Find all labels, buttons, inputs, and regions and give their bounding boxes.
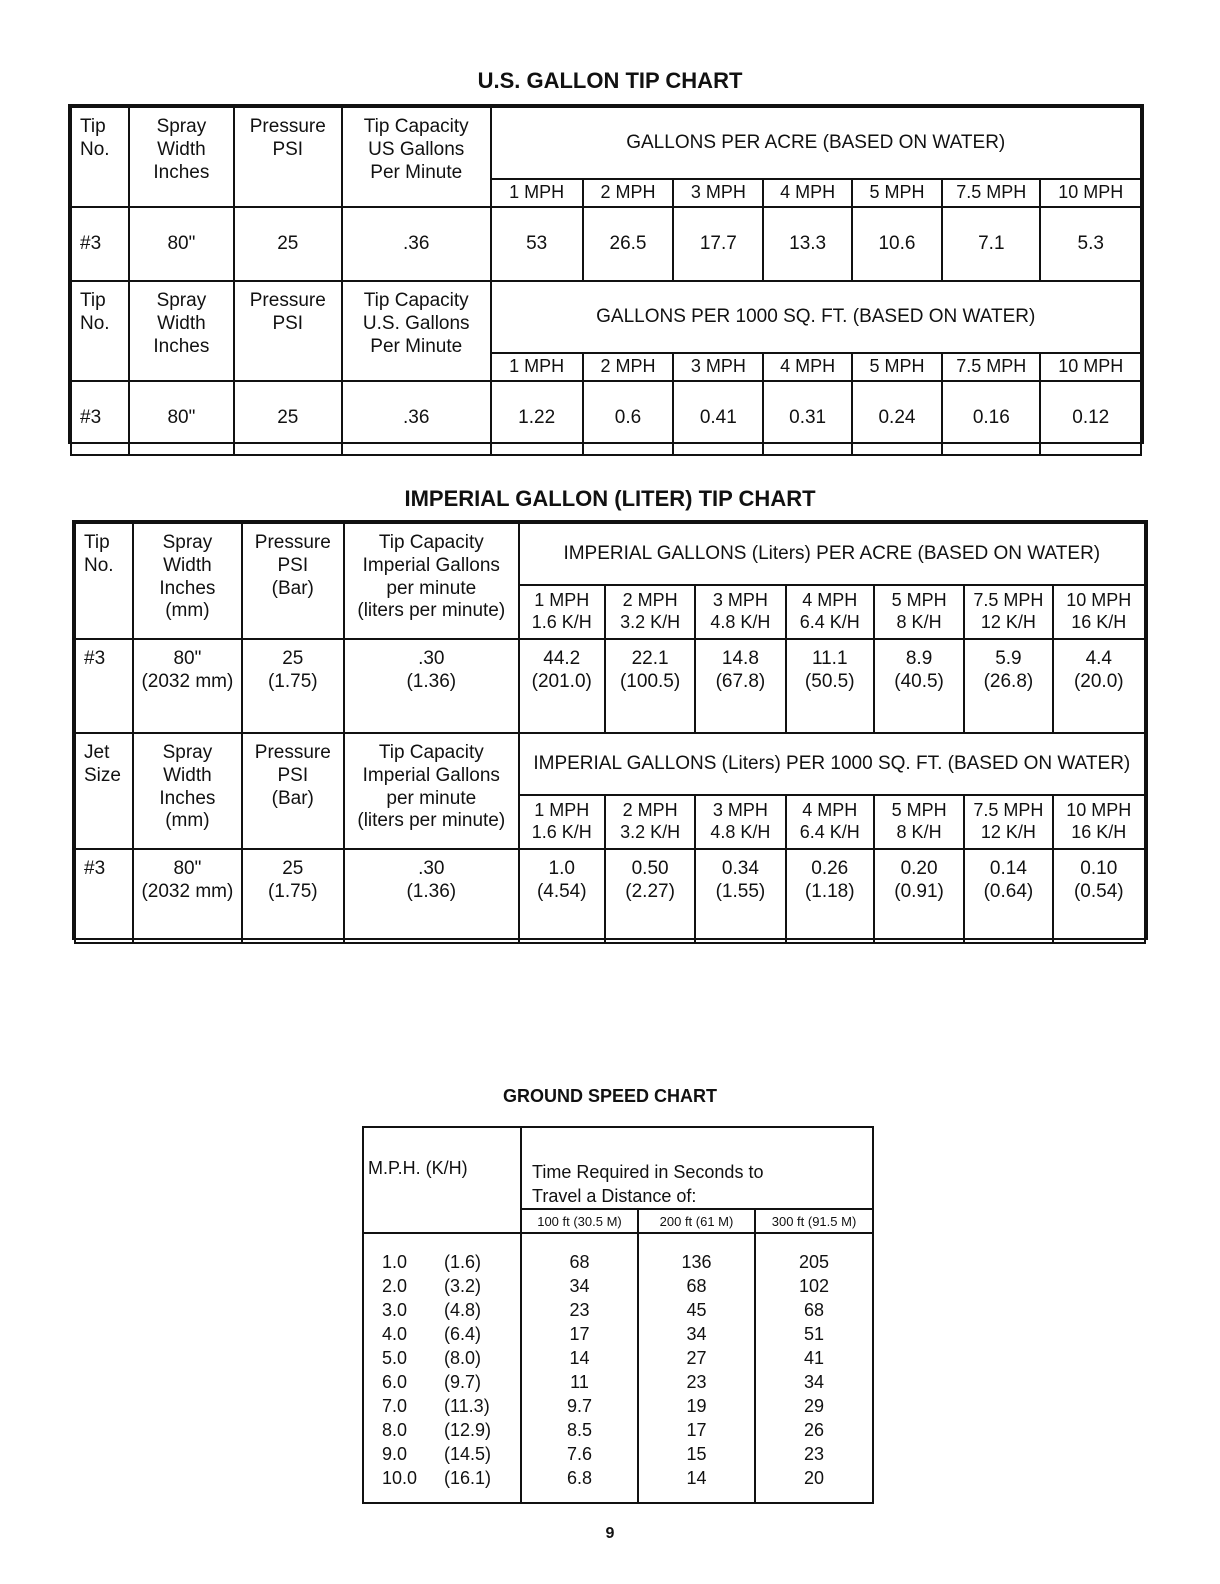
us-sqft-banner: GALLONS PER 1000 SQ. FT. (BASED ON WATER) xyxy=(491,281,1142,353)
time-d200-value: 17 xyxy=(686,1420,707,1440)
mph-column-header: M.P.H. (K/H) xyxy=(363,1127,521,1233)
time-d100-value: 7.6 xyxy=(566,1444,593,1464)
mph-value: 2.0 xyxy=(382,1276,408,1296)
time-d100-value: 23 xyxy=(569,1300,590,1320)
us-acre-value-10: 5.3 xyxy=(1040,207,1141,281)
us-acre-value-2: 25 xyxy=(234,207,342,281)
mph-row xyxy=(364,1418,520,1442)
time-d300-value: 29 xyxy=(804,1396,825,1416)
time-d300-value: 102 xyxy=(798,1276,830,1296)
time-d100-value: 8.5 xyxy=(566,1420,593,1440)
imperial-sqft-value-1: 80" (2032 mm) xyxy=(133,849,241,943)
us-acre-value-0: #3 xyxy=(71,207,129,281)
imperial-sqft-speed-0: 1 MPH 1.6 K/H xyxy=(519,795,605,849)
kh-value: (11.3) xyxy=(444,1396,490,1416)
us-acre-pressure-header: Pressure PSI xyxy=(234,107,342,207)
imperial-acre-speed-3: 4 MPH 6.4 K/H xyxy=(786,585,874,639)
time-d300-value: 20 xyxy=(804,1468,825,1488)
imperial-sqft-speed-1: 2 MPH 3.2 K/H xyxy=(605,795,695,849)
us-sqft-value-9: 0.16 xyxy=(942,381,1040,455)
time-d100-value: 9.7 xyxy=(566,1396,593,1416)
mph-row xyxy=(364,1370,520,1394)
time-d200-value: 136 xyxy=(681,1252,712,1272)
mph-value: 7.0 xyxy=(382,1396,408,1416)
kh-value: (14.5) xyxy=(444,1444,492,1464)
distance-300-header: 300 ft (91.5 M) xyxy=(755,1209,873,1233)
time-d200-value: 27 xyxy=(686,1348,707,1368)
us-sqft-value-0: #3 xyxy=(71,381,129,455)
us-sqft-speed-3: 4 MPH xyxy=(763,353,851,381)
us-acre-speed-5: 7.5 MPH xyxy=(942,179,1040,207)
imperial-acre-speed-1: 2 MPH 3.2 K/H xyxy=(605,585,695,639)
kh-value: (6.4) xyxy=(444,1324,482,1344)
imperial-acre-value-2: 25 (1.75) xyxy=(242,639,344,733)
time-d100-value: 17 xyxy=(569,1324,590,1344)
imperial-sqft-value-10: 0.10 (0.54) xyxy=(1053,849,1145,943)
mph-row xyxy=(364,1442,520,1466)
us-sqft-value-6: 0.41 xyxy=(673,381,763,455)
us-sqft-speed-2: 3 MPH xyxy=(673,353,763,381)
us-sqft-speed-1: 2 MPH xyxy=(583,353,673,381)
us-sqft-spray-width-header: Spray Width Inches xyxy=(129,281,233,381)
distance-300-values xyxy=(755,1233,873,1503)
time-d200-value: 15 xyxy=(686,1444,707,1464)
us-acre-tip-no-header: Tip No. xyxy=(71,107,129,207)
imperial-sqft-value-3: .30 (1.36) xyxy=(344,849,519,943)
us-acre-speed-2: 3 MPH xyxy=(673,179,763,207)
us-sqft-value-5: 0.6 xyxy=(583,381,673,455)
us-acre-value-6: 17.7 xyxy=(673,207,763,281)
us-chart-title: U.S. GALLON TIP CHART xyxy=(477,68,743,93)
kh-value: (3.2) xyxy=(444,1276,482,1296)
us-acre-tip-capacity-header: Tip Capacity US Gallons Per Minute xyxy=(342,107,491,207)
us-acre-spray-width-header: Spray Width Inches xyxy=(129,107,233,207)
us-acre-value-3: .36 xyxy=(342,207,491,281)
imperial-sqft-spray-width-header: Spray Width Inches (mm) xyxy=(133,733,241,849)
imperial-acre-banner: IMPERIAL GALLONS (Liters) PER ACRE (BASED ON WATER) xyxy=(519,523,1145,585)
us-acre-value-8: 10.6 xyxy=(852,207,942,281)
distance-100-header: 100 ft (30.5 M) xyxy=(521,1209,638,1233)
imperial-sqft-banner: IMPERIAL GALLONS (Liters) PER 1000 SQ. FT. (BASED ON WATER) xyxy=(519,733,1145,795)
mph-row xyxy=(364,1394,520,1418)
us-acre-speed-6: 10 MPH xyxy=(1040,179,1141,207)
time-d300-value: 23 xyxy=(804,1444,825,1464)
kh-value: (9.7) xyxy=(444,1372,482,1392)
time-d200-value: 68 xyxy=(686,1276,707,1296)
us-sqft-speed-5: 7.5 MPH xyxy=(942,353,1040,381)
imperial-chart-table xyxy=(72,520,1148,940)
us-acre-value-4: 53 xyxy=(491,207,583,281)
us-sqft-value-4: 1.22 xyxy=(491,381,583,455)
mph-value: 4.0 xyxy=(382,1324,408,1344)
kh-value: (1.6) xyxy=(444,1252,482,1272)
time-d100-value: 34 xyxy=(569,1276,590,1296)
mph-row xyxy=(364,1346,520,1370)
imperial-acre-value-9: 5.9 (26.8) xyxy=(964,639,1052,733)
imperial-acre-value-7: 11.1 (50.5) xyxy=(786,639,874,733)
ground-speed-title: GROUND SPEED CHART xyxy=(502,1086,717,1106)
time-d300-value: 68 xyxy=(804,1300,825,1320)
distance-100-values xyxy=(521,1233,638,1503)
imperial-sqft-value-4: 1.0 (4.54) xyxy=(519,849,605,943)
imperial-sqft-speed-5: 7.5 MPH 12 K/H xyxy=(964,795,1052,849)
us-sqft-pressure-header: Pressure PSI xyxy=(234,281,342,381)
imperial-acre-value-8: 8.9 (40.5) xyxy=(874,639,964,733)
us-acre-value-1: 80" xyxy=(129,207,233,281)
ground-speed-table xyxy=(362,1126,872,1504)
imperial-sqft-value-2: 25 (1.75) xyxy=(242,849,344,943)
mph-values xyxy=(363,1233,521,1503)
imperial-acre-pressure-header: Pressure PSI (Bar) xyxy=(242,523,344,639)
imperial-acre-value-3: .30 (1.36) xyxy=(344,639,519,733)
imperial-acre-speed-5: 7.5 MPH 12 K/H xyxy=(964,585,1052,639)
us-sqft-value-3: .36 xyxy=(342,381,491,455)
imperial-sqft-speed-4: 5 MPH 8 K/H xyxy=(874,795,964,849)
time-required-header: Time Required in Seconds to Travel a Distance of: xyxy=(521,1127,873,1209)
us-sqft-speed-6: 10 MPH xyxy=(1040,353,1141,381)
distance-200-values xyxy=(638,1233,755,1503)
us-sqft-value-10: 0.12 xyxy=(1040,381,1141,455)
imperial-acre-value-5: 22.1 (100.5) xyxy=(605,639,695,733)
kh-value: (12.9) xyxy=(444,1420,492,1440)
us-sqft-tip-capacity-header: Tip Capacity U.S. Gallons Per Minute xyxy=(342,281,491,381)
us-chart-table xyxy=(68,104,1144,444)
imperial-sqft-value-0: #3 xyxy=(75,849,133,943)
time-d100-value: 6.8 xyxy=(566,1468,593,1488)
imperial-acre-speed-2: 3 MPH 4.8 K/H xyxy=(695,585,785,639)
imperial-sqft-value-6: 0.34 (1.55) xyxy=(695,849,785,943)
time-d200-value: 14 xyxy=(686,1468,707,1488)
imperial-chart-title: IMPERIAL GALLON (LITER) TIP CHART xyxy=(404,486,816,511)
imperial-acre-value-6: 14.8 (67.8) xyxy=(695,639,785,733)
imperial-acre-value-0: #3 xyxy=(75,639,133,733)
time-d100-value: 68 xyxy=(569,1252,590,1272)
imperial-acre-speed-4: 5 MPH 8 K/H xyxy=(874,585,964,639)
imperial-sqft-speed-3: 4 MPH 6.4 K/H xyxy=(786,795,874,849)
time-d300-value: 26 xyxy=(804,1420,825,1440)
time-d300-value: 34 xyxy=(804,1372,825,1392)
us-sqft-speed-4: 5 MPH xyxy=(852,353,942,381)
imperial-sqft-pressure-header: Pressure PSI (Bar) xyxy=(242,733,344,849)
kh-value: (8.0) xyxy=(444,1348,482,1368)
us-sqft-value-1: 80" xyxy=(129,381,233,455)
distance-200-header: 200 ft (61 M) xyxy=(638,1209,755,1233)
mph-row xyxy=(364,1466,520,1490)
time-d200-value: 45 xyxy=(686,1300,707,1320)
mph-value: 10.0 xyxy=(382,1468,418,1488)
imperial-sqft-speed-6: 10 MPH 16 K/H xyxy=(1053,795,1145,849)
time-d300-value: 205 xyxy=(798,1252,830,1272)
kh-value: (16.1) xyxy=(444,1468,492,1488)
time-d200-value: 34 xyxy=(686,1324,707,1344)
time-d100-value: 14 xyxy=(569,1348,590,1368)
imperial-sqft-tip-no-header: Jet Size xyxy=(75,733,133,849)
mph-value: 6.0 xyxy=(382,1372,408,1392)
mph-value: 1.0 xyxy=(382,1252,408,1272)
us-acre-speed-3: 4 MPH xyxy=(763,179,851,207)
mph-value: 5.0 xyxy=(382,1348,408,1368)
us-sqft-value-7: 0.31 xyxy=(763,381,851,455)
us-acre-banner: GALLONS PER ACRE (BASED ON WATER) xyxy=(491,107,1142,179)
mph-value: 8.0 xyxy=(382,1420,408,1440)
imperial-sqft-value-7: 0.26 (1.18) xyxy=(786,849,874,943)
us-sqft-speed-0: 1 MPH xyxy=(491,353,583,381)
us-acre-value-9: 7.1 xyxy=(942,207,1040,281)
time-d200-value: 19 xyxy=(686,1396,707,1416)
us-sqft-value-8: 0.24 xyxy=(852,381,942,455)
imperial-acre-speed-0: 1 MPH 1.6 K/H xyxy=(519,585,605,639)
imperial-acre-speed-6: 10 MPH 16 K/H xyxy=(1053,585,1145,639)
mph-row xyxy=(364,1250,520,1274)
mph-value: 3.0 xyxy=(382,1300,408,1320)
us-acre-value-7: 13.3 xyxy=(763,207,851,281)
us-sqft-value-2: 25 xyxy=(234,381,342,455)
imperial-acre-tip-no-header: Tip No. xyxy=(75,523,133,639)
us-acre-value-5: 26.5 xyxy=(583,207,673,281)
time-d100-value: 11 xyxy=(570,1372,589,1392)
page-number: 9 xyxy=(605,1525,615,1542)
imperial-sqft-speed-2: 3 MPH 4.8 K/H xyxy=(695,795,785,849)
us-sqft-tip-no-header: Tip No. xyxy=(71,281,129,381)
imperial-sqft-value-8: 0.20 (0.91) xyxy=(874,849,964,943)
us-acre-speed-4: 5 MPH xyxy=(852,179,942,207)
us-acre-speed-0: 1 MPH xyxy=(491,179,583,207)
mph-row xyxy=(364,1322,520,1346)
imperial-acre-spray-width-header: Spray Width Inches (mm) xyxy=(133,523,241,639)
mph-row xyxy=(364,1298,520,1322)
imperial-acre-value-10: 4.4 (20.0) xyxy=(1053,639,1145,733)
imperial-acre-value-4: 44.2 (201.0) xyxy=(519,639,605,733)
mph-row xyxy=(364,1274,520,1298)
imperial-sqft-tip-capacity-header: Tip Capacity Imperial Gallons per minute (liters per minute) xyxy=(344,733,519,849)
imperial-acre-value-1: 80" (2032 mm) xyxy=(133,639,241,733)
time-d200-value: 23 xyxy=(686,1372,707,1392)
mph-value: 9.0 xyxy=(382,1444,408,1464)
time-d300-value: 41 xyxy=(804,1348,825,1368)
imperial-sqft-value-9: 0.14 (0.64) xyxy=(964,849,1052,943)
time-d300-value: 51 xyxy=(804,1324,825,1344)
imperial-acre-tip-capacity-header: Tip Capacity Imperial Gallons per minute (liters per minute) xyxy=(344,523,519,639)
us-acre-speed-1: 2 MPH xyxy=(583,179,673,207)
imperial-sqft-value-5: 0.50 (2.27) xyxy=(605,849,695,943)
kh-value: (4.8) xyxy=(444,1300,482,1320)
